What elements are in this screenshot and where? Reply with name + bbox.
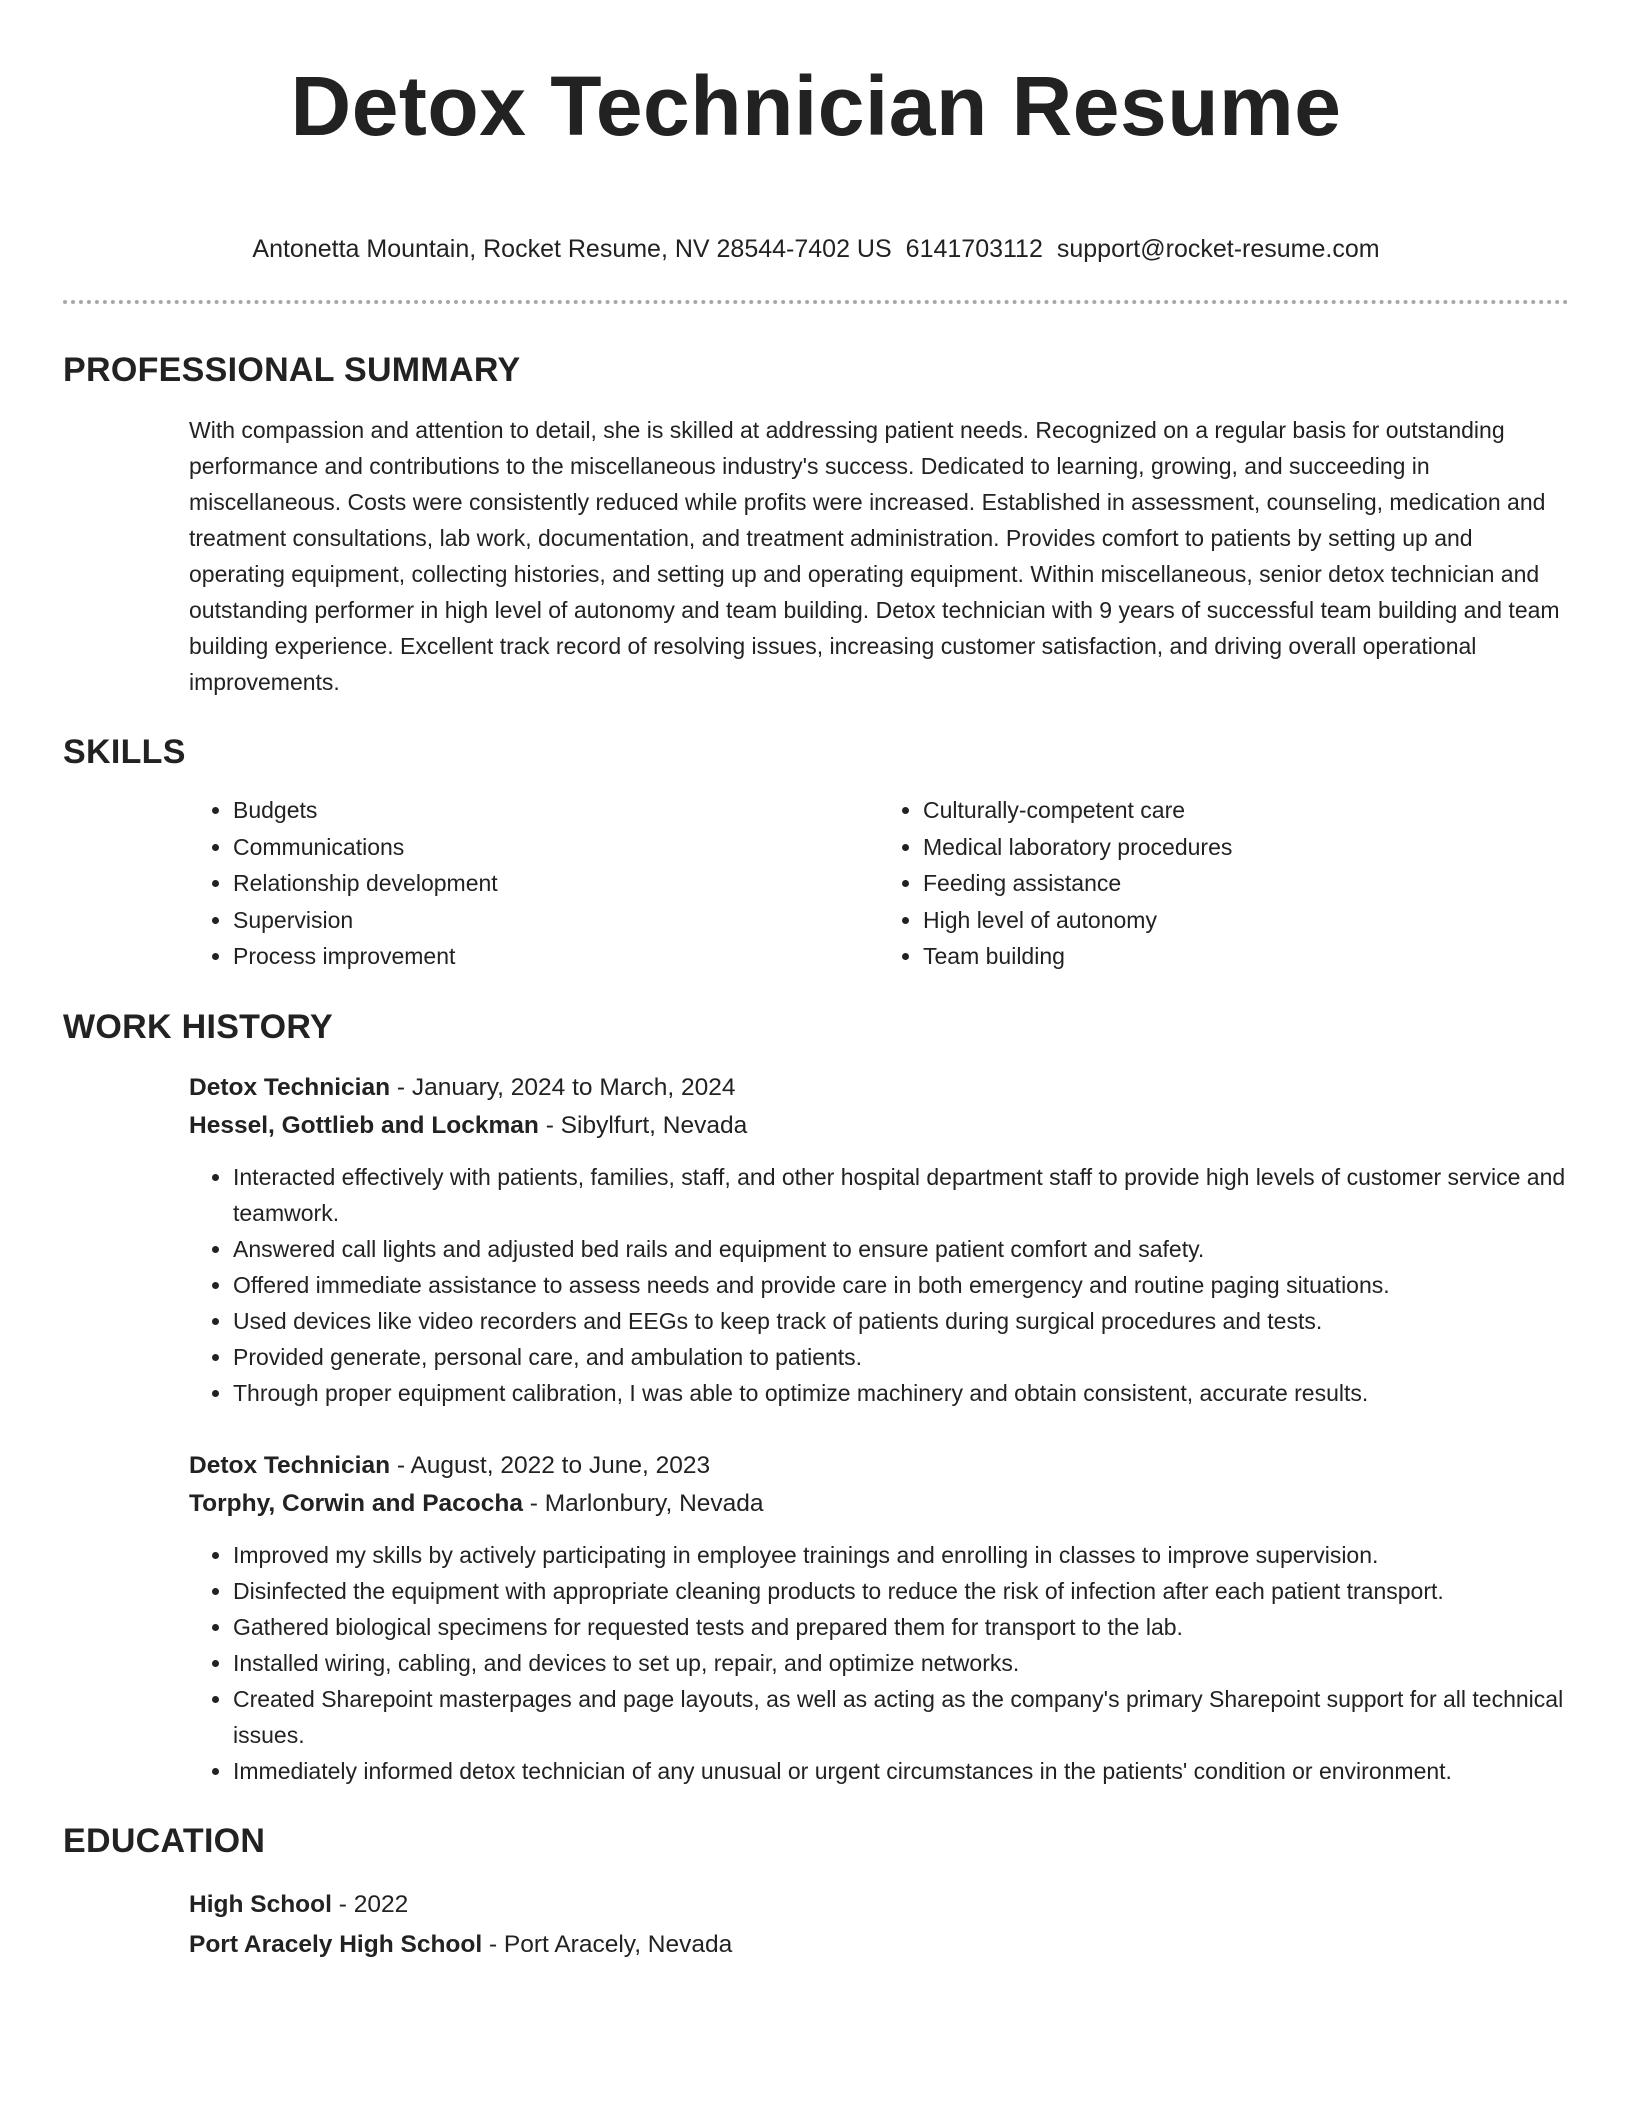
skill-item: • Medical laboratory procedures bbox=[923, 829, 1569, 866]
job-bullet: • Provided generate, personal care, and ambulation to patients. bbox=[233, 1339, 1569, 1375]
job-location: - Sibylfurt, Nevada bbox=[538, 1111, 748, 1139]
skills-list-right bbox=[879, 792, 1569, 975]
job-entry bbox=[189, 1447, 1569, 1789]
summary-heading: PROFESSIONAL SUMMARY bbox=[63, 351, 521, 389]
job-bullet: • Interacted effectively with patients, families, staff, and other hospital department staff to provide high levels of customer service and teamwork. bbox=[233, 1159, 1569, 1231]
job-bullets bbox=[189, 1537, 1569, 1789]
education-degree-line bbox=[189, 1885, 1569, 1925]
job-bullet: • Improved my skills by actively participating in employee trainings and enrolling in classes to improve supervision. bbox=[233, 1537, 1569, 1573]
skill-item: • Culturally-competent care bbox=[923, 792, 1569, 829]
education-heading: EDUCATION bbox=[63, 1821, 266, 1860]
job-dates: - August, 2022 to June, 2023 bbox=[390, 1451, 711, 1479]
job-title: Detox Technician bbox=[189, 1451, 391, 1479]
work-history-section bbox=[63, 1005, 1569, 1789]
contact-address: Antonetta Mountain, Rocket Resume, NV 28544-7402 US bbox=[252, 235, 892, 263]
skills-list-left bbox=[189, 792, 879, 975]
skills-grid bbox=[189, 792, 1569, 975]
job-bullet: • Used devices like video recorders and EEGs to keep track of patients during surgical procedures and tests. bbox=[233, 1303, 1569, 1339]
job-bullet: • Immediately informed detox technician of any unusual or urgent circumstances in the patients' condition or environment. bbox=[233, 1753, 1569, 1789]
job-bullet: • Answered call lights and adjusted bed rails and equipment to ensure patient comfort and safety. bbox=[233, 1231, 1569, 1267]
skills-heading: SKILLS bbox=[63, 733, 186, 771]
job-company: Hessel, Gottlieb and Lockman bbox=[189, 1111, 539, 1139]
education-degree: High School bbox=[189, 1890, 332, 1918]
education-school-line bbox=[189, 1925, 1569, 1965]
contact-email: support@rocket-resume.com bbox=[1056, 235, 1380, 263]
summary-text: With compassion and attention to detail, she is skilled at addressing patient needs. Recognized on a regular basis for outstanding performance and contributions to the miscellaneous industry's success. Dedicated to learning, growing, and succeeding in miscellaneous. Costs were consistently reduced while profits were increased. Established in assessment, counseling, medication and treatment consultations, lab work, documentation, and treatment administration. Provides comfort to patients by setting up and operating equipment, collecting histories, and setting up and operating equipment. Within miscellaneous, senior detox technician and outstanding performer in high level of autonomy and team building. Detox technician with 9 years of successful team building and team building experience. Excellent track record of resolving issues, increasing customer satisfaction, and driving overall operational improvements. bbox=[189, 417, 1560, 695]
job-bullet: • Created Sharepoint masterpages and page layouts, as well as acting as the company's primary Sharepoint support for all technical issues. bbox=[233, 1681, 1569, 1753]
contact-phone: 6141703112 bbox=[905, 235, 1043, 263]
summary-section bbox=[63, 348, 1569, 700]
job-dates: - January, 2024 to March, 2024 bbox=[390, 1073, 736, 1101]
job-company-line bbox=[189, 1485, 1569, 1523]
skill-item: • Process improvement bbox=[233, 938, 879, 975]
job-bullet: • Gathered biological specimens for requested tests and prepared them for transport to the lab. bbox=[233, 1609, 1569, 1645]
work-history-heading: WORK HISTORY bbox=[63, 1007, 333, 1046]
skill-item: • Supervision bbox=[233, 902, 879, 939]
skill-item: • Relationship development bbox=[233, 865, 879, 902]
job-company-line bbox=[189, 1107, 1569, 1145]
education-location: - Port Aracely, Nevada bbox=[482, 1930, 733, 1958]
resume-title: Detox Technician Resume bbox=[290, 59, 1342, 153]
job-bullet: • Disinfected the equipment with appropriate cleaning products to reduce the risk of infection after each patient transport. bbox=[233, 1573, 1569, 1609]
contact-line bbox=[63, 232, 1569, 266]
job-title-line bbox=[189, 1447, 1569, 1485]
job-bullets bbox=[189, 1159, 1569, 1411]
job-bullet: • Through proper equipment calibration, I was able to optimize machinery and obtain consistent, accurate results. bbox=[233, 1375, 1569, 1411]
skill-item: • Team building bbox=[923, 938, 1569, 975]
job-bullet: • Installed wiring, cabling, and devices to set up, repair, and optimize networks. bbox=[233, 1645, 1569, 1681]
job-title: Detox Technician bbox=[189, 1073, 391, 1101]
job-bullet: • Offered immediate assistance to assess needs and provide care in both emergency and routine paging situations. bbox=[233, 1267, 1569, 1303]
skill-item: • Feeding assistance bbox=[923, 865, 1569, 902]
job-location: - Marlonbury, Nevada bbox=[522, 1489, 764, 1517]
job-title-line bbox=[189, 1069, 1569, 1107]
job-company: Torphy, Corwin and Pacocha bbox=[189, 1489, 523, 1517]
education-entry bbox=[189, 1885, 1569, 1965]
skills-section bbox=[63, 730, 1569, 975]
header-divider bbox=[63, 300, 1569, 304]
skill-item: • High level of autonomy bbox=[923, 902, 1569, 939]
education-school: Port Aracely High School bbox=[189, 1930, 483, 1958]
education-year: - 2022 bbox=[331, 1890, 409, 1918]
skill-item: • Communications bbox=[233, 829, 879, 866]
job-entry bbox=[189, 1069, 1569, 1411]
skill-item: • Budgets bbox=[233, 792, 879, 829]
education-section bbox=[63, 1819, 1569, 1965]
